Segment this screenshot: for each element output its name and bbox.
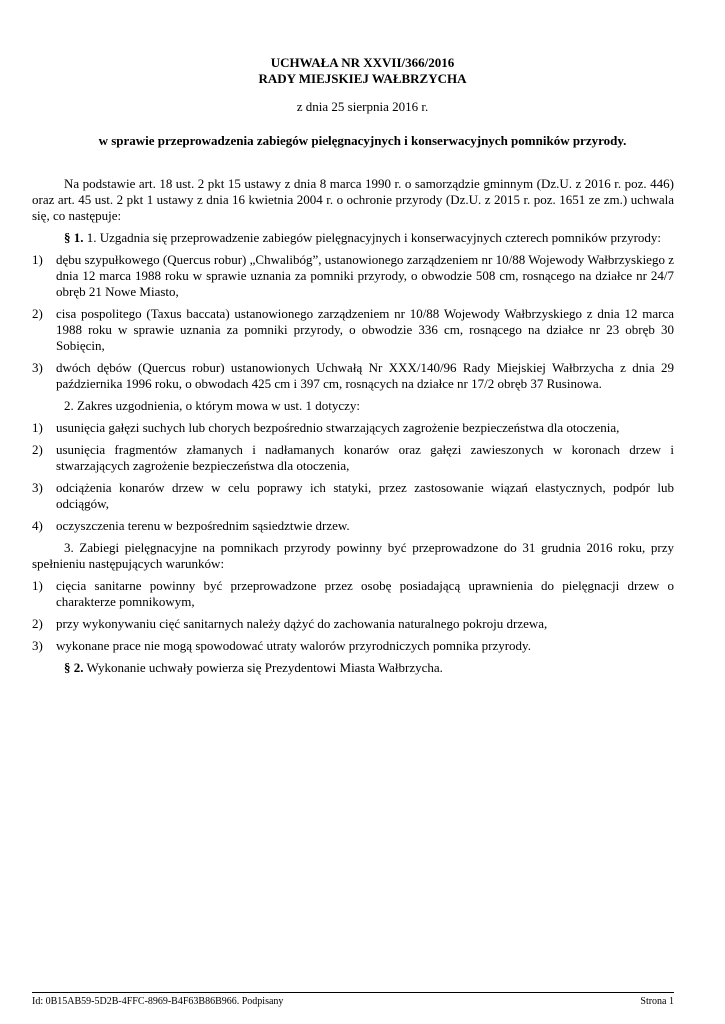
list-number: 3) [32,638,43,653]
section-2-label: § 2. [64,660,84,675]
trees-list [32,252,674,392]
preamble: Na podstawie art. 18 ust. 2 pkt 15 ustawy z dnia 8 marca 1990 r. o samorządzie gminnym (Dz.U. z 2016 r. poz. 446) oraz art. 45 ust. 2 pkt 1 ustawy z dnia 16 kwietnia 2004 r. o ochronie przyrody (Dz.U. z 2015 r. poz. 1651 ze zm.) uchwala się, co następuje: [32,176,674,223]
section-1-text: 1. Uzgadnia się przeprowadzenie zabiegów pielęgnacyjnych i konserwacyjnych czterech pomników przyrody: [83,230,662,245]
page-number: Strona 1 [640,996,674,1007]
council-name: RADY MIEJSKIEJ WAŁBRZYCHA [258,71,467,86]
list-text: dębu szypułkowego (Quercus robur) „Chwalibóg”, ustanowionego zarządzeniem nr 10/88 Wojewody Wałbrzyskiego z dnia 12 marca 1988 roku w sprawie uznania za pomniki przyrody, o obwodzie 508 cm, rosnącego na działce nr 24/7 obręb 21 Nowe Miasto, [56,252,674,299]
page-footer [32,992,674,1007]
list-item [32,252,674,300]
section-1-paragraph-3: 3. Zabiegi pielęgnacyjne na pomnikach przyrody powinny być przeprowadzone do 31 grudnia 2016 roku, przy spełnieniu następujących warunków: [32,540,674,571]
list-text: odciążenia konarów drzew w celu poprawy ich statyki, przez zastosowanie wiązań elastycznych, podpór lub odciągów, [56,480,674,511]
list-number: 2) [32,442,43,457]
list-text: oczyszczenia terenu w bezpośrednim sąsiedztwie drzew. [56,518,350,533]
list-item [32,420,674,436]
list-item [32,578,674,610]
list-number: 2) [32,616,43,631]
list-item [32,480,674,512]
list-item [32,442,674,474]
list-number: 2) [32,306,43,321]
resolution-date: z dnia 25 sierpnia 2016 r. [296,99,429,114]
section-2 [32,660,674,676]
resolution-subject: w sprawie przeprowadzenia zabiegów pielęgnacyjnych i konserwacyjnych pomników przyrody. [98,133,627,148]
list-text: usunięcia gałęzi suchych lub chorych bezpośrednio stwarzających zagrożenie bezpieczeństwa dla otoczenia, [56,420,620,435]
section-1-label: § 1. [64,230,84,245]
list-item [32,306,674,354]
list-number: 1) [32,420,43,435]
list-number: 3) [32,360,43,375]
list-item [32,616,674,632]
list-text: cisa pospolitego (Taxus baccata) ustanowionego zarządzeniem nr 10/88 Wojewody Wałbrzyskiego z dnia 12 marca 1988 roku w sprawie uznania za pomniki przyrody, o obwodzie 336 cm, rosnącego na działce nr 23 obręb 30 Sobięcin, [56,306,674,353]
list-number: 4) [32,518,43,533]
list-text: przy wykonywaniu cięć sanitarnych należy dążyć do zachowania naturalnego pokroju drzewa, [56,616,548,631]
list-item [32,638,674,654]
list-text: cięcia sanitarne powinny być przeprowadzone przez osobę posiadającą uprawnienia do pielęgnacji drzew o charakterze pomnikowym, [56,578,674,609]
section-2-text: Wykonanie uchwały powierza się Prezydentowi Miasta Wałbrzycha. [83,660,443,675]
scope-list [32,420,674,534]
document-id: Id: 0B15AB59-5D2B-4FFC-8969-B4F63B86B966. Podpisany [32,996,284,1007]
document-body [32,176,674,676]
list-number: 1) [32,578,43,593]
section-1-paragraph-2: 2. Zakres uzgodnienia, o którym mowa w ust. 1 dotyczy: [64,398,361,413]
resolution-number: UCHWAŁA NR XXVII/366/2016 [270,55,455,70]
list-item [32,360,674,392]
list-text: dwóch dębów (Quercus robur) ustanowionych Uchwałą Nr XXX/140/96 Rady Miejskiej Wałbrzycha z dnia 29 października 1996 roku, o obwodach 425 cm i 397 cm, rosnących na działce nr 17/2 obręb 37 Rusinowa. [56,360,674,391]
list-number: 3) [32,480,43,495]
list-text: wykonane prace nie mogą spowodować utraty walorów przyrodniczych pomnika przyrody. [56,638,531,653]
conditions-list [32,578,674,654]
list-item [32,518,674,534]
list-text: usunięcia fragmentów złamanych i nadłamanych konarów oraz gałęzi zawieszonych w koronach drzew i stwarzających zagrożenie bezpieczeństwa dla otoczenia, [56,442,674,473]
section-1-intro [32,230,674,246]
list-number: 1) [32,252,43,267]
